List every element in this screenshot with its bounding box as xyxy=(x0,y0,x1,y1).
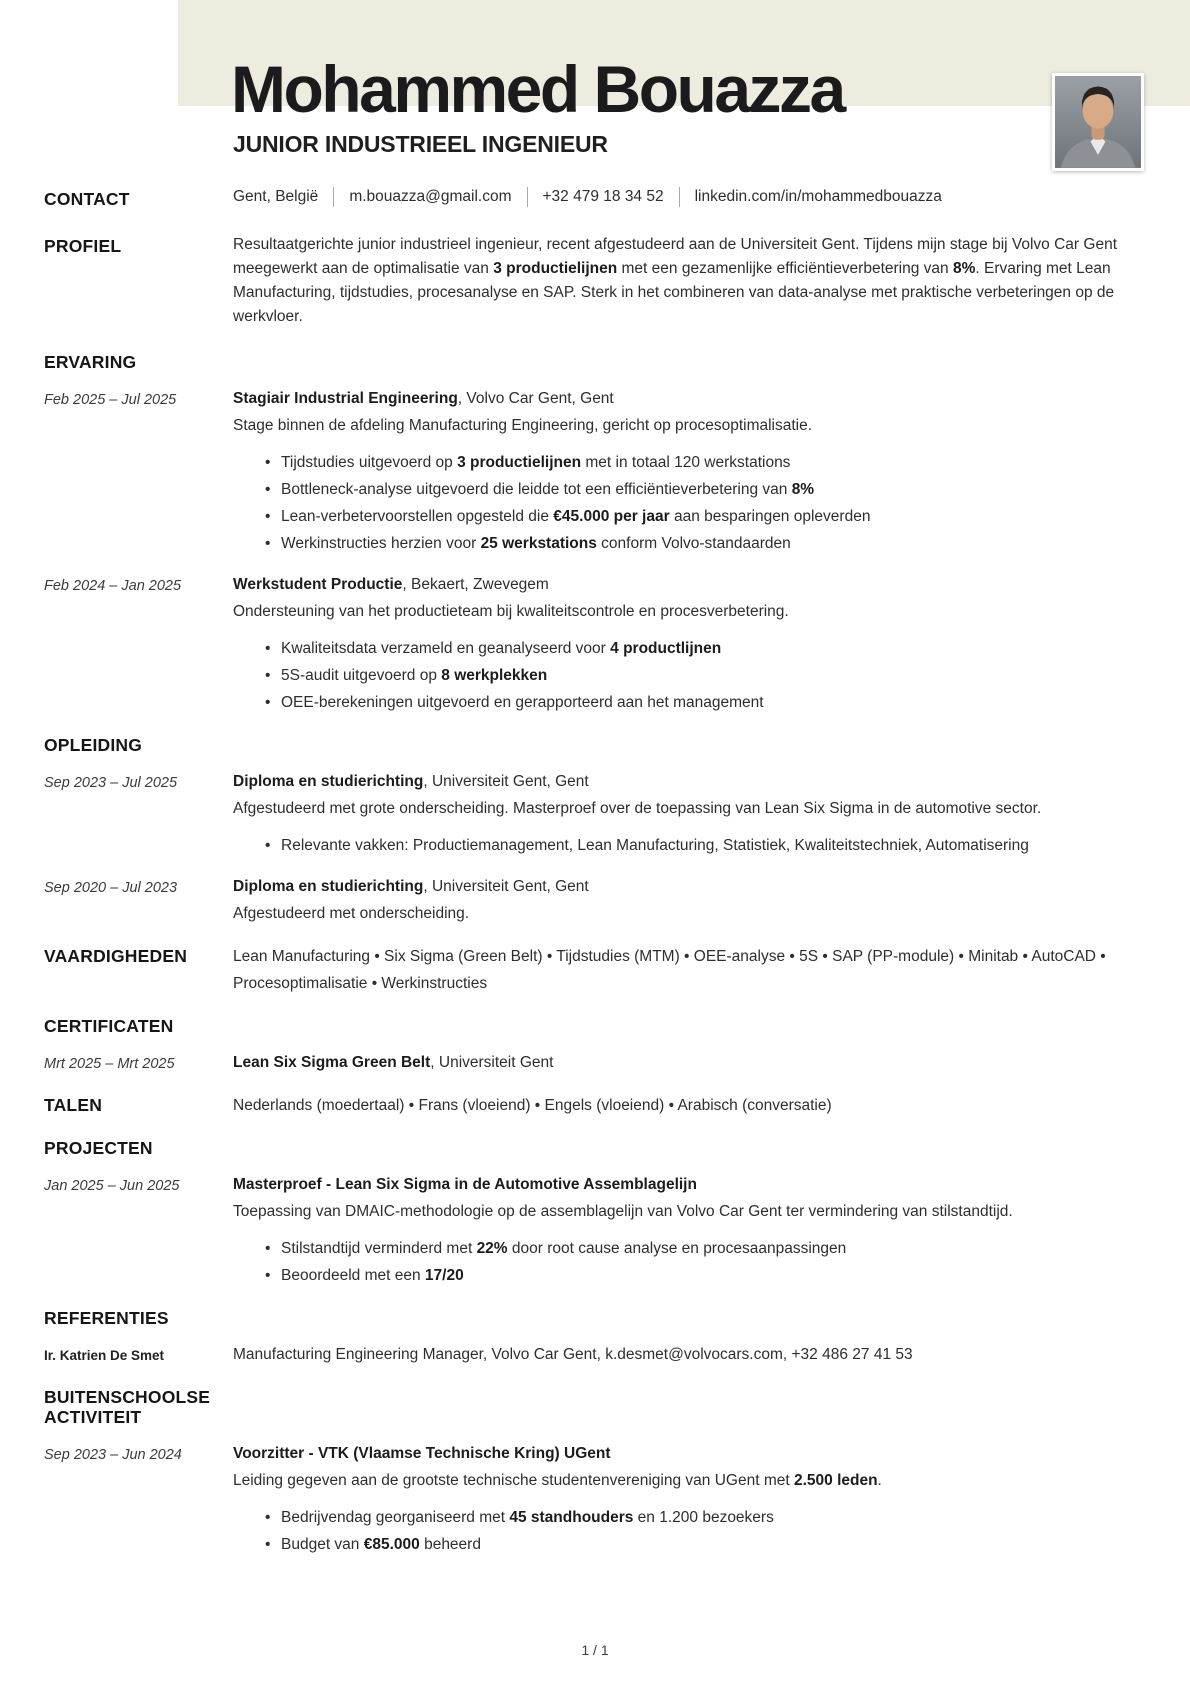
extracurricular-entry xyxy=(0,1440,1190,1558)
contact-linkedin: linkedin.com/in/mohammedbouazza xyxy=(694,188,942,205)
education-entry xyxy=(0,873,1190,927)
entry-title: Voorzitter - VTK (Vlaamse Technische Kring) UGent xyxy=(233,1445,611,1462)
person-name: Mohammed Bouazza xyxy=(231,52,844,126)
portrait-placeholder-icon xyxy=(1055,76,1141,168)
entry-date: Mrt 2025 – Mrt 2025 xyxy=(44,1056,175,1072)
entry-date: Jan 2025 – Jun 2025 xyxy=(44,1178,180,1194)
reference-name: Ir. Katrien De Smet xyxy=(44,1348,165,1363)
bullet-item: • OEE-berekeningen uitgevoerd en gerapporteerd aan het management xyxy=(233,689,1144,716)
entry-title: Masterproef - Lean Six Sigma in de Automotive Assemblagelijn xyxy=(233,1176,697,1193)
languages-section xyxy=(0,1092,1190,1119)
entry-title: Diploma en studierichting, Universiteit Gent, Gent xyxy=(233,773,589,790)
skills-heading: VAARDIGHEDEN xyxy=(44,946,188,966)
entry-description: Ondersteuning van het productieteam bij kwaliteitscontrole en procesverbetering. xyxy=(233,603,789,620)
languages-heading: TALEN xyxy=(44,1095,103,1115)
contact-location: Gent, België xyxy=(233,188,319,205)
entry-date: Sep 2020 – Jul 2023 xyxy=(44,880,178,896)
bullet-list xyxy=(233,1504,1144,1558)
education-heading: OPLEIDING xyxy=(44,735,143,755)
skills-section xyxy=(0,943,1190,997)
entry-title: Diploma en studierichting, Universiteit Gent, Gent xyxy=(233,878,589,895)
entry-description: Leiding gegeven aan de grootste technische studentenvereniging van UGent met 2.500 leden. xyxy=(233,1472,882,1489)
entry-date: Sep 2023 – Jun 2024 xyxy=(44,1447,182,1463)
bullet-item: • Bottleneck-analyse uitgevoerd die leidde tot een efficiëntieverbetering van 8% xyxy=(233,476,1144,503)
entry-description: Stage binnen de afdeling Manufacturing Engineering, gericht op procesoptimalisatie. xyxy=(233,417,813,434)
contact-items xyxy=(233,186,1144,208)
bullet-item: • 5S-audit uitgevoerd op 8 werkplekken xyxy=(233,662,1144,689)
page-number: 1 / 1 xyxy=(581,1642,609,1658)
certificates-section xyxy=(0,1013,1190,1076)
profile-heading: PROFIEL xyxy=(44,236,122,256)
contact-phone: +32 479 18 34 52 xyxy=(542,188,664,205)
experience-section xyxy=(0,349,1190,716)
skills-text: Lean Manufacturing • Six Sigma (Green Belt) • Tijdstudies (MTM) • OEE-analyse • 5S • SAP (PP-module) • Minitab • AutoCAD • Procesoptimalisatie • Werkinstructies xyxy=(233,948,1106,992)
entry-description: Afgestudeerd met grote onderscheiding. Masterproef over de toepassing van Lean Six Sigma in de automotive sector. xyxy=(233,800,1042,817)
project-entry xyxy=(0,1171,1190,1289)
bullet-item: • Tijdstudies uitgevoerd op 3 productielijnen met in totaal 120 werkstations xyxy=(233,449,1144,476)
bullet-item: • Kwaliteitsdata verzameld en geanalyseerd voor 4 productlijnen xyxy=(233,635,1144,662)
entry-description: Afgestudeerd met onderscheiding. xyxy=(233,905,470,922)
certificates-heading: CERTIFICATEN xyxy=(44,1016,174,1036)
extracurricular-heading: BUITENSCHOOLSE ACTIVITEIT xyxy=(44,1387,211,1427)
entry-title: Lean Six Sigma Green Belt, Universiteit Gent xyxy=(233,1054,554,1071)
profile-section xyxy=(0,233,1190,329)
extracurricular-section xyxy=(0,1384,1190,1558)
entry-date: Feb 2024 – Jan 2025 xyxy=(44,578,182,594)
bullet-item: • Budget van €85.000 beheerd xyxy=(233,1531,1144,1558)
bullet-item: • Bedrijvendag georganiseerd met 45 standhouders en 1.200 bezoekers xyxy=(233,1504,1144,1531)
reference-entry xyxy=(0,1341,1190,1368)
experience-heading: ERVARING xyxy=(44,352,137,372)
resume-body xyxy=(0,186,1190,1574)
job-title: JUNIOR INDUSTRIEEL INGENIEUR xyxy=(233,131,608,157)
entry-title: Werkstudent Productie, Bekaert, Zwevegem xyxy=(233,576,549,593)
education-entry xyxy=(0,768,1190,859)
contact-email: m.bouazza@gmail.com xyxy=(349,188,512,205)
bullet-list xyxy=(233,449,1144,557)
references-heading: REFERENTIES xyxy=(44,1308,169,1328)
references-section xyxy=(0,1305,1190,1368)
profile-photo xyxy=(1052,73,1144,171)
entry-description: Toepassing van DMAIC-methodologie op de assemblagelijn van Volvo Car Gent ter vermindering van stilstandtijd. xyxy=(233,1203,1013,1220)
bullet-item: • Stilstandtijd verminderd met 22% door root cause analyse en procesaanpassingen xyxy=(233,1235,1144,1262)
bullet-item: • Lean-verbetervoorstellen opgesteld die €45.000 per jaar aan besparingen opleverden xyxy=(233,503,1144,530)
projects-heading: PROJECTEN xyxy=(44,1138,153,1158)
projects-section xyxy=(0,1135,1190,1289)
bullet-item: • Werkinstructies herzien voor 25 werkstations conform Volvo-standaarden xyxy=(233,530,1144,557)
bullet-list xyxy=(233,635,1144,716)
contact-separator xyxy=(333,187,334,207)
entry-date: Sep 2023 – Jul 2025 xyxy=(44,775,178,791)
contact-heading: CONTACT xyxy=(44,189,130,209)
education-section xyxy=(0,732,1190,927)
entry-date: Feb 2025 – Jul 2025 xyxy=(44,392,177,408)
bullet-list xyxy=(233,832,1144,859)
experience-entry xyxy=(0,571,1190,716)
contact-section xyxy=(0,186,1190,209)
certificate-entry xyxy=(0,1049,1190,1076)
profile-text: Resultaatgerichte junior industrieel ingenieur, recent afgestudeerd aan de Universiteit Gent. Tijdens mijn stage bij Volvo Car Gent meegewerkt aan de optimalisatie van 3 productielijnen met een gezamenlijke efficiëntieverbetering van 8%. Ervaring met Lean Manufacturing, tijdstudies, procesanalyse en SAP. Sterk in het combineren van data-analyse met praktische verbeteringen op de werkvloer. xyxy=(233,236,1117,325)
contact-separator xyxy=(679,187,680,207)
bullet-item: • Beoordeeld met een 17/20 xyxy=(233,1262,1144,1289)
languages-text: Nederlands (moedertaal) • Frans (vloeiend) • Engels (vloeiend) • Arabisch (conversatie) xyxy=(233,1097,832,1114)
entry-title: Stagiair Industrial Engineering, Volvo Car Gent, Gent xyxy=(233,390,614,407)
contact-separator xyxy=(527,187,528,207)
bullet-list xyxy=(233,1235,1144,1289)
reference-text: Manufacturing Engineering Manager, Volvo Car Gent, k.desmet@volvocars.com, +32 486 27 41 53 xyxy=(233,1346,913,1363)
experience-entry xyxy=(0,385,1190,557)
bullet-item: • Relevante vakken: Productiemanagement, Lean Manufacturing, Statistiek, Kwaliteitstechniek, Automatisering xyxy=(233,832,1144,859)
